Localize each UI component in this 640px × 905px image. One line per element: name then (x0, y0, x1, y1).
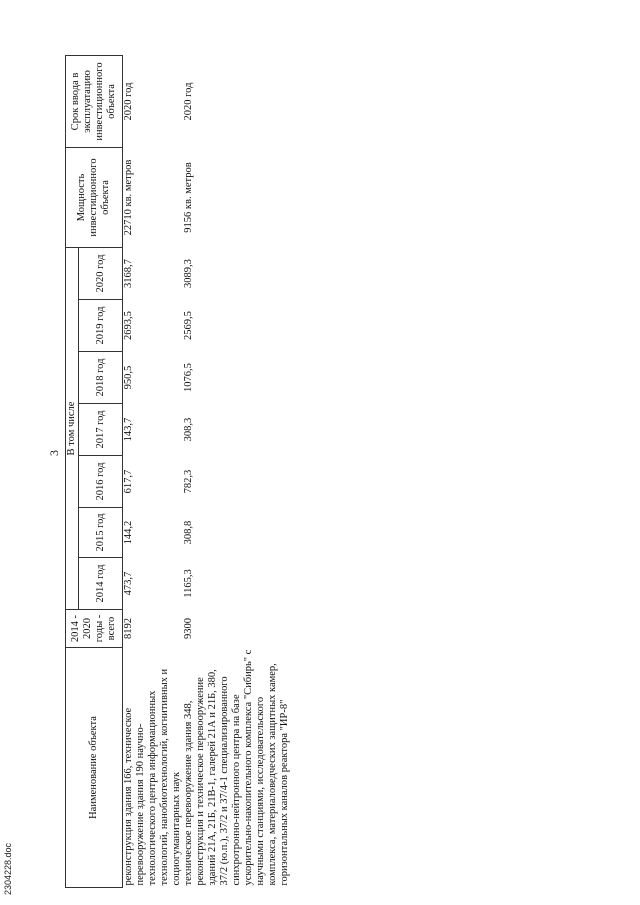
table-row (123, 56, 184, 888)
header-capacity: Мощность инвестиционного объекта (66, 148, 123, 248)
header-year: 2015 год (79, 508, 123, 558)
investment-table (65, 55, 291, 888)
rotated-document (45, 18, 605, 888)
year-value: 144,2 (123, 520, 134, 545)
header-year: 2016 год (79, 456, 123, 508)
year-value: 1076,5 (183, 363, 194, 392)
year-value: 617,7 (123, 469, 134, 494)
header-total: 2014 - 2020 годы - всего (66, 610, 123, 648)
year-value: 3089,3 (183, 259, 194, 288)
year-value: 782,3 (183, 469, 194, 494)
header-year: 2020 год (79, 248, 123, 300)
header-year: 2014 год (79, 558, 123, 610)
year-value: 2693,5 (123, 311, 134, 340)
total-value: 9300 (183, 618, 194, 639)
header-year: 2017 год (79, 404, 123, 456)
year-value: 3168,7 (123, 259, 134, 288)
year-value: 950,5 (123, 365, 134, 390)
table-row (183, 56, 291, 888)
year-value: 473,7 (123, 571, 134, 596)
object-name: реконструкция здания 166, техническое перевооружение здания 190 научно-технологического центра информационных технологий, нанобиотехнологий, когнитивных и социогуманитарных наук (123, 668, 182, 886)
year-value: 2569,5 (183, 311, 194, 340)
capacity-value: 9156 кв. метров (183, 162, 194, 233)
footer-filename: 2304228.doc (3, 842, 13, 895)
capacity-value: 22710 кв. метров (123, 159, 134, 236)
total-value: 8192 (123, 618, 134, 639)
header-year: 2018 год (79, 352, 123, 404)
header-name: Наименование объекта (66, 648, 123, 888)
commission-value: 2020 год (123, 82, 134, 121)
year-value: 308,8 (183, 520, 194, 545)
header-year: 2019 год (79, 300, 123, 352)
year-value: 1165,3 (183, 569, 194, 598)
object-name: техническое перевооружение здания 348, реконструкция и техническое перевооружение зданий 21А, 21Б, 21В-1, галерей 21А и 21Б, 380, 37/2 (ю.п.), 37/2 и 37/4-1 специализированного синхротронно-нейтронного центра на базе ускорительно-накопительного комплекса "Сибирь" с научными станциями, исследовательского комплекса, материаловедческих защитных камер, горизонтальных каналов реактора "ИР-8" (183, 649, 290, 886)
header-including: В том числе (66, 248, 79, 610)
page-number: 3 (47, 450, 61, 456)
commission-value: 2020 год (183, 82, 194, 121)
year-value: 143,7 (123, 417, 134, 442)
year-value: 308,3 (183, 417, 194, 442)
header-commission: Срок ввода в эксплуатацию инвестиционного объекта (66, 56, 123, 148)
